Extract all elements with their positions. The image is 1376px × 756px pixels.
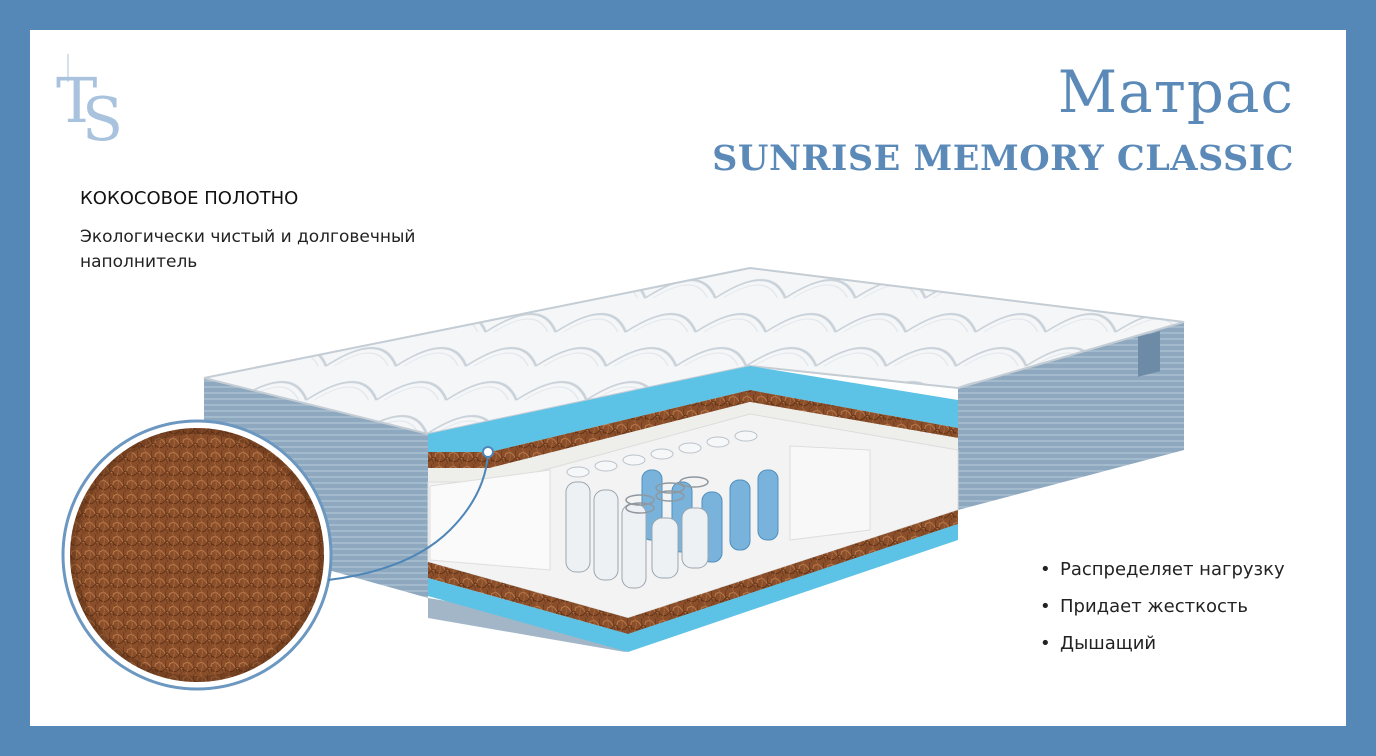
- svg-text:S: S: [82, 85, 124, 144]
- benefit-item: • Придает жесткость: [1040, 595, 1285, 632]
- page-title: Матрас: [1057, 58, 1294, 126]
- content-card: [30, 30, 1346, 726]
- benefits-list: [1040, 558, 1285, 669]
- benefit-item: • Дышащий: [1040, 632, 1285, 669]
- svg-text:T: T: [56, 64, 98, 137]
- feature-description: Экологически чистый и долговечный наполнитель: [80, 227, 416, 272]
- benefit-item: • Распределяет нагрузку: [1040, 558, 1285, 595]
- feature-title: КОКОСОВОЕ ПОЛОТНО: [80, 188, 299, 209]
- callout-dot: [483, 447, 493, 457]
- product-name: SUNRISE MEMORY CLASSIC: [712, 138, 1294, 179]
- brand-tag: [1138, 331, 1160, 376]
